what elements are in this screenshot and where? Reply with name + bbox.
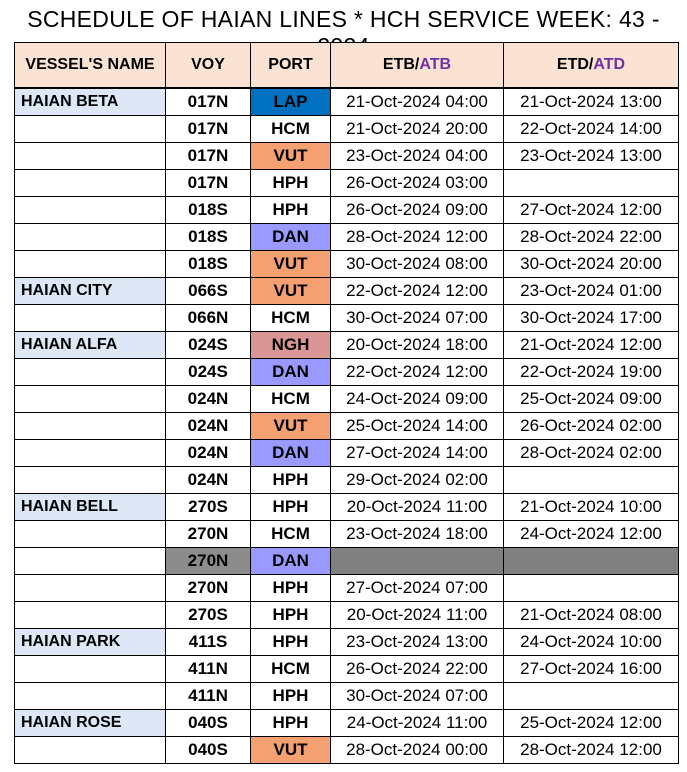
etb-cell: 27-Oct-2024 07:00 xyxy=(331,575,504,602)
header-atb-label: ATB xyxy=(419,56,452,73)
voyage-cell: 270N xyxy=(166,521,251,548)
etd-cell xyxy=(504,548,679,575)
vessel-name-cell xyxy=(15,575,166,602)
etd-cell: 25-Oct-2024 09:00 xyxy=(504,386,679,413)
etb-cell: 26-Oct-2024 22:00 xyxy=(331,656,504,683)
voyage-cell: 024S xyxy=(166,332,251,359)
table-row xyxy=(15,629,679,656)
etd-cell: 28-Oct-2024 12:00 xyxy=(504,737,679,764)
voyage-cell: 066S xyxy=(166,278,251,305)
port-cell: HPH xyxy=(251,602,331,629)
voyage-cell: 018S xyxy=(166,197,251,224)
port-cell: HCM xyxy=(251,305,331,332)
voyage-cell: 017N xyxy=(166,116,251,143)
etd-cell: 24-Oct-2024 10:00 xyxy=(504,629,679,656)
vessel-name-cell xyxy=(15,116,166,143)
vessel-name-cell: HAIAN ROSE xyxy=(15,710,166,737)
header-row xyxy=(15,43,679,89)
voyage-cell: 024N xyxy=(166,386,251,413)
voyage-cell: 018S xyxy=(166,224,251,251)
table-row xyxy=(15,197,679,224)
port-cell: VUT xyxy=(251,737,331,764)
vessel-name-cell xyxy=(15,197,166,224)
voyage-cell: 270N xyxy=(166,575,251,602)
port-cell: HPH xyxy=(251,467,331,494)
etd-cell: 21-Oct-2024 10:00 xyxy=(504,494,679,521)
table-row xyxy=(15,575,679,602)
vessel-name-cell: HAIAN BETA xyxy=(15,88,166,116)
voyage-cell: 411S xyxy=(166,629,251,656)
table-row xyxy=(15,548,679,575)
etb-cell: 22-Oct-2024 12:00 xyxy=(331,359,504,386)
vessel-name-cell xyxy=(15,143,166,170)
port-cell: VUT xyxy=(251,413,331,440)
voyage-cell: 270N xyxy=(166,548,251,575)
table-row xyxy=(15,305,679,332)
etd-cell: 28-Oct-2024 02:00 xyxy=(504,440,679,467)
etb-cell: 20-Oct-2024 18:00 xyxy=(331,332,504,359)
etd-cell: 27-Oct-2024 12:00 xyxy=(504,197,679,224)
etb-cell: 26-Oct-2024 09:00 xyxy=(331,197,504,224)
port-cell: VUT xyxy=(251,251,331,278)
header-voy: VOY xyxy=(166,43,251,89)
vessel-name-cell xyxy=(15,683,166,710)
header-etd-atd xyxy=(504,43,679,89)
port-cell: VUT xyxy=(251,143,331,170)
voyage-cell: 024N xyxy=(166,467,251,494)
page-title: SCHEDULE OF HAIAN LINES * HCH SERVICE WEEK: 43 - xyxy=(27,6,660,32)
vessel-name-cell xyxy=(15,251,166,278)
table-row xyxy=(15,359,679,386)
table-row xyxy=(15,88,679,116)
port-cell: HCM xyxy=(251,116,331,143)
table-row xyxy=(15,116,679,143)
voyage-cell: 024N xyxy=(166,413,251,440)
header-port: PORT xyxy=(251,43,331,89)
table-row xyxy=(15,170,679,197)
vessel-name-cell xyxy=(15,305,166,332)
voyage-cell: 018S xyxy=(166,251,251,278)
table-row xyxy=(15,710,679,737)
etb-cell: 21-Oct-2024 04:00 xyxy=(331,88,504,116)
etd-cell: 23-Oct-2024 01:00 xyxy=(504,278,679,305)
voyage-cell: 017N xyxy=(166,170,251,197)
table-row xyxy=(15,386,679,413)
etd-cell: 25-Oct-2024 12:00 xyxy=(504,710,679,737)
port-cell: HPH xyxy=(251,575,331,602)
port-cell: HPH xyxy=(251,494,331,521)
voyage-cell: 024S xyxy=(166,359,251,386)
voyage-cell: 270S xyxy=(166,494,251,521)
etd-cell: 30-Oct-2024 20:00 xyxy=(504,251,679,278)
port-cell: HPH xyxy=(251,629,331,656)
table-row xyxy=(15,332,679,359)
etb-cell: 30-Oct-2024 07:00 xyxy=(331,683,504,710)
port-cell: DAN xyxy=(251,548,331,575)
etd-cell xyxy=(504,467,679,494)
voyage-cell: 024N xyxy=(166,440,251,467)
port-cell: HPH xyxy=(251,710,331,737)
port-cell: HCM xyxy=(251,521,331,548)
etd-cell: 30-Oct-2024 17:00 xyxy=(504,305,679,332)
etb-cell: 24-Oct-2024 11:00 xyxy=(331,710,504,737)
port-cell: DAN xyxy=(251,224,331,251)
table-row xyxy=(15,251,679,278)
etb-cell: 23-Oct-2024 04:00 xyxy=(331,143,504,170)
port-cell: HPH xyxy=(251,197,331,224)
vessel-name-cell xyxy=(15,602,166,629)
table-row xyxy=(15,278,679,305)
port-cell: HPH xyxy=(251,170,331,197)
vessel-name-cell xyxy=(15,467,166,494)
etd-cell: 21-Oct-2024 12:00 xyxy=(504,332,679,359)
voyage-cell: 066N xyxy=(166,305,251,332)
etb-cell: 29-Oct-2024 02:00 xyxy=(331,467,504,494)
table-row xyxy=(15,521,679,548)
etb-cell: 23-Oct-2024 18:00 xyxy=(331,521,504,548)
voyage-cell: 411N xyxy=(166,683,251,710)
table-row xyxy=(15,440,679,467)
port-cell: DAN xyxy=(251,440,331,467)
vessel-name-cell xyxy=(15,170,166,197)
table-row xyxy=(15,494,679,521)
port-cell: HCM xyxy=(251,656,331,683)
vessel-name-cell xyxy=(15,548,166,575)
etd-cell xyxy=(504,575,679,602)
header-etb-atb xyxy=(331,43,504,89)
table-row xyxy=(15,224,679,251)
etb-cell: 27-Oct-2024 14:00 xyxy=(331,440,504,467)
table-row xyxy=(15,467,679,494)
etb-cell: 28-Oct-2024 12:00 xyxy=(331,224,504,251)
etd-cell: 28-Oct-2024 22:00 xyxy=(504,224,679,251)
vessel-name-cell: HAIAN BELL xyxy=(15,494,166,521)
etd-cell: 23-Oct-2024 13:00 xyxy=(504,143,679,170)
vessel-name-cell: HAIAN CITY xyxy=(15,278,166,305)
vessel-name-cell: HAIAN ALFA xyxy=(15,332,166,359)
port-cell: HCM xyxy=(251,386,331,413)
etd-cell: 27-Oct-2024 16:00 xyxy=(504,656,679,683)
vessel-name-cell xyxy=(15,656,166,683)
vessel-name-cell xyxy=(15,386,166,413)
voyage-cell: 040S xyxy=(166,710,251,737)
schedule-table xyxy=(14,42,679,764)
table-row xyxy=(15,602,679,629)
etd-cell: 24-Oct-2024 12:00 xyxy=(504,521,679,548)
table-row xyxy=(15,656,679,683)
port-cell: HPH xyxy=(251,683,331,710)
etb-cell: 26-Oct-2024 03:00 xyxy=(331,170,504,197)
etd-cell xyxy=(504,683,679,710)
table-row xyxy=(15,143,679,170)
table-row xyxy=(15,683,679,710)
etb-cell: 24-Oct-2024 09:00 xyxy=(331,386,504,413)
header-etd-label: ETD/ xyxy=(556,56,594,73)
table-row xyxy=(15,413,679,440)
vessel-name-cell xyxy=(15,521,166,548)
vessel-name-cell xyxy=(15,737,166,764)
etb-cell: 21-Oct-2024 20:00 xyxy=(331,116,504,143)
etd-cell: 21-Oct-2024 13:00 xyxy=(504,88,679,116)
etb-cell: 23-Oct-2024 13:00 xyxy=(331,629,504,656)
etb-cell: 20-Oct-2024 11:00 xyxy=(331,602,504,629)
etd-cell: 26-Oct-2024 02:00 xyxy=(504,413,679,440)
header-vessel-name: VESSEL'S NAME xyxy=(15,43,166,89)
port-cell: NGH xyxy=(251,332,331,359)
port-cell: LAP xyxy=(251,88,331,116)
etb-cell xyxy=(331,548,504,575)
port-cell: VUT xyxy=(251,278,331,305)
voyage-cell: 270S xyxy=(166,602,251,629)
vessel-name-cell xyxy=(15,359,166,386)
etb-cell: 30-Oct-2024 07:00 xyxy=(331,305,504,332)
header-atd-label: ATD xyxy=(593,56,626,73)
table-row xyxy=(15,737,679,764)
header-etb-label: ETB/ xyxy=(382,56,420,73)
etd-cell: 22-Oct-2024 14:00 xyxy=(504,116,679,143)
etd-cell xyxy=(504,170,679,197)
etb-cell: 28-Oct-2024 00:00 xyxy=(331,737,504,764)
voyage-cell: 017N xyxy=(166,143,251,170)
voyage-cell: 017N xyxy=(166,88,251,116)
vessel-name-cell: HAIAN PARK xyxy=(15,629,166,656)
etb-cell: 25-Oct-2024 14:00 xyxy=(331,413,504,440)
voyage-cell: 040S xyxy=(166,737,251,764)
etb-cell: 22-Oct-2024 12:00 xyxy=(331,278,504,305)
vessel-name-cell xyxy=(15,224,166,251)
etd-cell: 22-Oct-2024 19:00 xyxy=(504,359,679,386)
etb-cell: 20-Oct-2024 11:00 xyxy=(331,494,504,521)
etb-cell: 30-Oct-2024 08:00 xyxy=(331,251,504,278)
vessel-name-cell xyxy=(15,413,166,440)
voyage-cell: 411N xyxy=(166,656,251,683)
vessel-name-cell xyxy=(15,440,166,467)
etd-cell: 21-Oct-2024 08:00 xyxy=(504,602,679,629)
port-cell: DAN xyxy=(251,359,331,386)
